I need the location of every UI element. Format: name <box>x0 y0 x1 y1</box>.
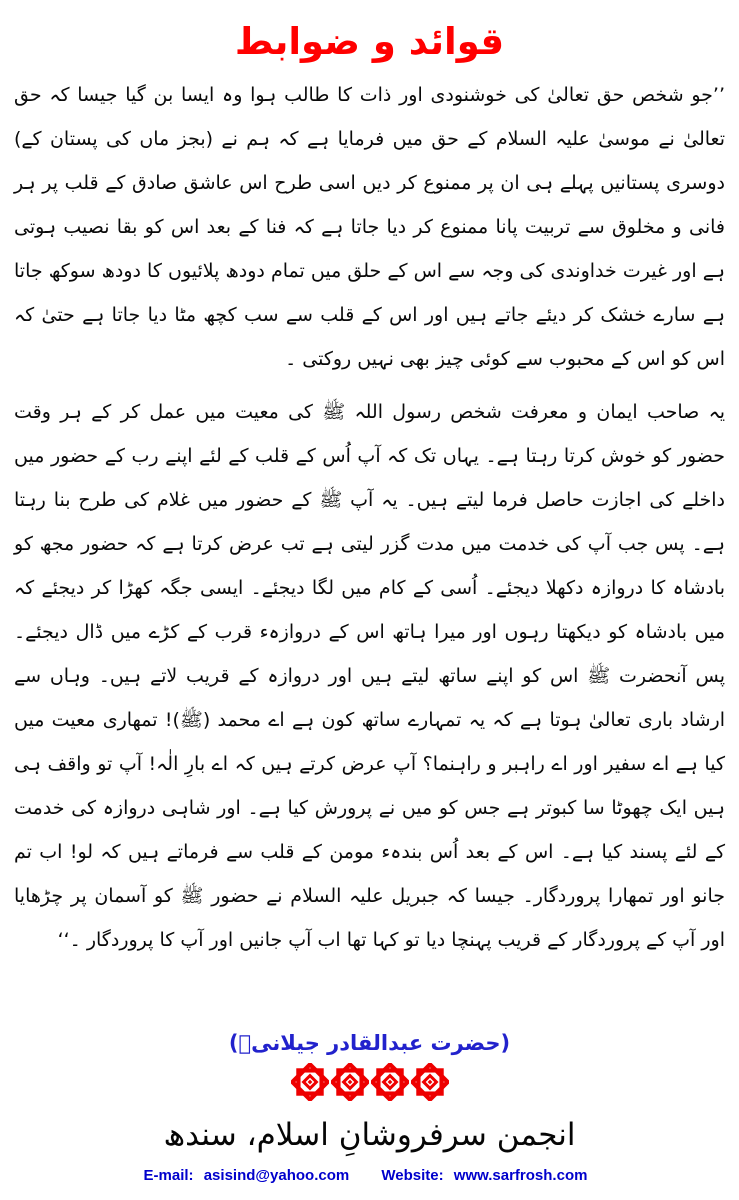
attribution-line: (حضرت عبدالقادر جیلانیؒ) <box>228 1031 511 1055</box>
paragraph-2: یہ صاحب ایمان و معرفت شخص رسول اللہ ﷺ کی معیت میں عمل کر کے ہر وقت حضور کو خوش کرتا رہتا ہے۔ یہاں تک کہ آپ اُس کے قلب کے لئے اپنے رب کے حضور میں داخلے کی اجازت حاصل فرما لیتے ہیں۔ یہ آپ ﷺ کے حضور میں غلام کی طرح بنا رہتا ہے۔ پس جب آپ کی خدمت میں مدت گزر لیتی ہے تب عرض کرتا ہے کہ حضور مجھ کو بادشاہ کا دروازہ دکھلا دیجئے۔ اُسی کے کام میں لگا دیجئے۔ ایسی جگہ کھڑا کر دیجئے کہ میں بادشاہ کو دیکھتا رہوں اور میرا ہاتھ اس کے دروازہء قرب کے کڑے میں ڈال دیجئے۔ پس آنحضرت ﷺ اس کو اپنے ساتھ لیتے ہیں اور دروازہ کے قریب لاتے ہیں۔ وہاں سے ارشاد باری تعالیٰ ہوتا ہے کہ یہ تمہارے ساتھ کون ہے اے محمد (ﷺ)! تمھاری معیت میں کیا ہے اے سفیر اور اے راہبر و راہنما؟ آپ عرض کرتے ہیں کہ اے بارِ الٰہ! آپ تو واقف ہی ہیں ایک چھوٹا سا کبوتر ہے جس کو میں نے پرورش کیا ہے۔ اور شاہی دروازہ کی خدمت کے لئے پسند کیا ہے۔ اس کے بعد اُس بندہء مومن کے قلب سے فرماتے ہیں کہ لو! اب تم جانو اور تمھارا پروردگار۔ جیسا کہ جبریل علیہ السلام نے حضور ﷺ کو آسمان پر چڑھایا اور آپ کے پروردگار کے قریب پہنچا دیا تو کہا تھا اب آپ جانیں اور آپ کا پروردگار ۔‘‘ <box>14 400 726 952</box>
rosette-icon <box>371 1063 409 1101</box>
contact-footer <box>0 1167 739 1184</box>
email-label: E-mail: <box>143 1167 194 1184</box>
page-title: قوائد و ضوابط <box>234 20 505 63</box>
website-label: Website: <box>381 1167 444 1184</box>
spacer <box>0 969 739 1027</box>
organization-line: انجمن سرفروشانِ اسلام، سندھ <box>163 1117 576 1153</box>
rosette-icon <box>291 1063 329 1101</box>
rosette-icon <box>331 1063 369 1101</box>
website-link[interactable]: www.sarfrosh.com <box>453 1167 588 1184</box>
email-link[interactable]: asisind@yahoo.com <box>203 1167 350 1184</box>
body-text <box>0 73 739 969</box>
paragraph-1: ’’جو شخص حق تعالیٰ کی خوشنودی اور ذات کا طالب ہوا وہ ایسا بن گیا جیسا کہ حق تعالیٰ نے موسیٰ علیہ السلام کے حق میں فرمایا ہے کہ ہم نے (بجز ماں کی پستان کے) دوسری پستانیں پہلے ہی ان پر ممنوع کر دیں اسی طرح اس عاشق صادق کے قلب پر ہر فانی و مخلوق سے تربیت پانا ممنوع کر دیا جاتا ہے کہ فنا کے بعد اس کو بقا نصیب ہوتی ہے اور غیرت خداوندی کی وجہ سے اس کے حلق میں تمام دودھ پلائیوں کا دودھ سوکھ جاتا ہے سارے خشک کر دیئے جاتے ہیں اور اس کے قلب سے سب کچھ مٹا دیا جاتا ہے حتیٰ کہ اس کو اس کے محبوب سے کوئی چیز بھی نہیں روکتی ۔ <box>14 84 725 371</box>
rosette-icon <box>411 1063 449 1101</box>
ornament-row <box>0 1063 739 1101</box>
